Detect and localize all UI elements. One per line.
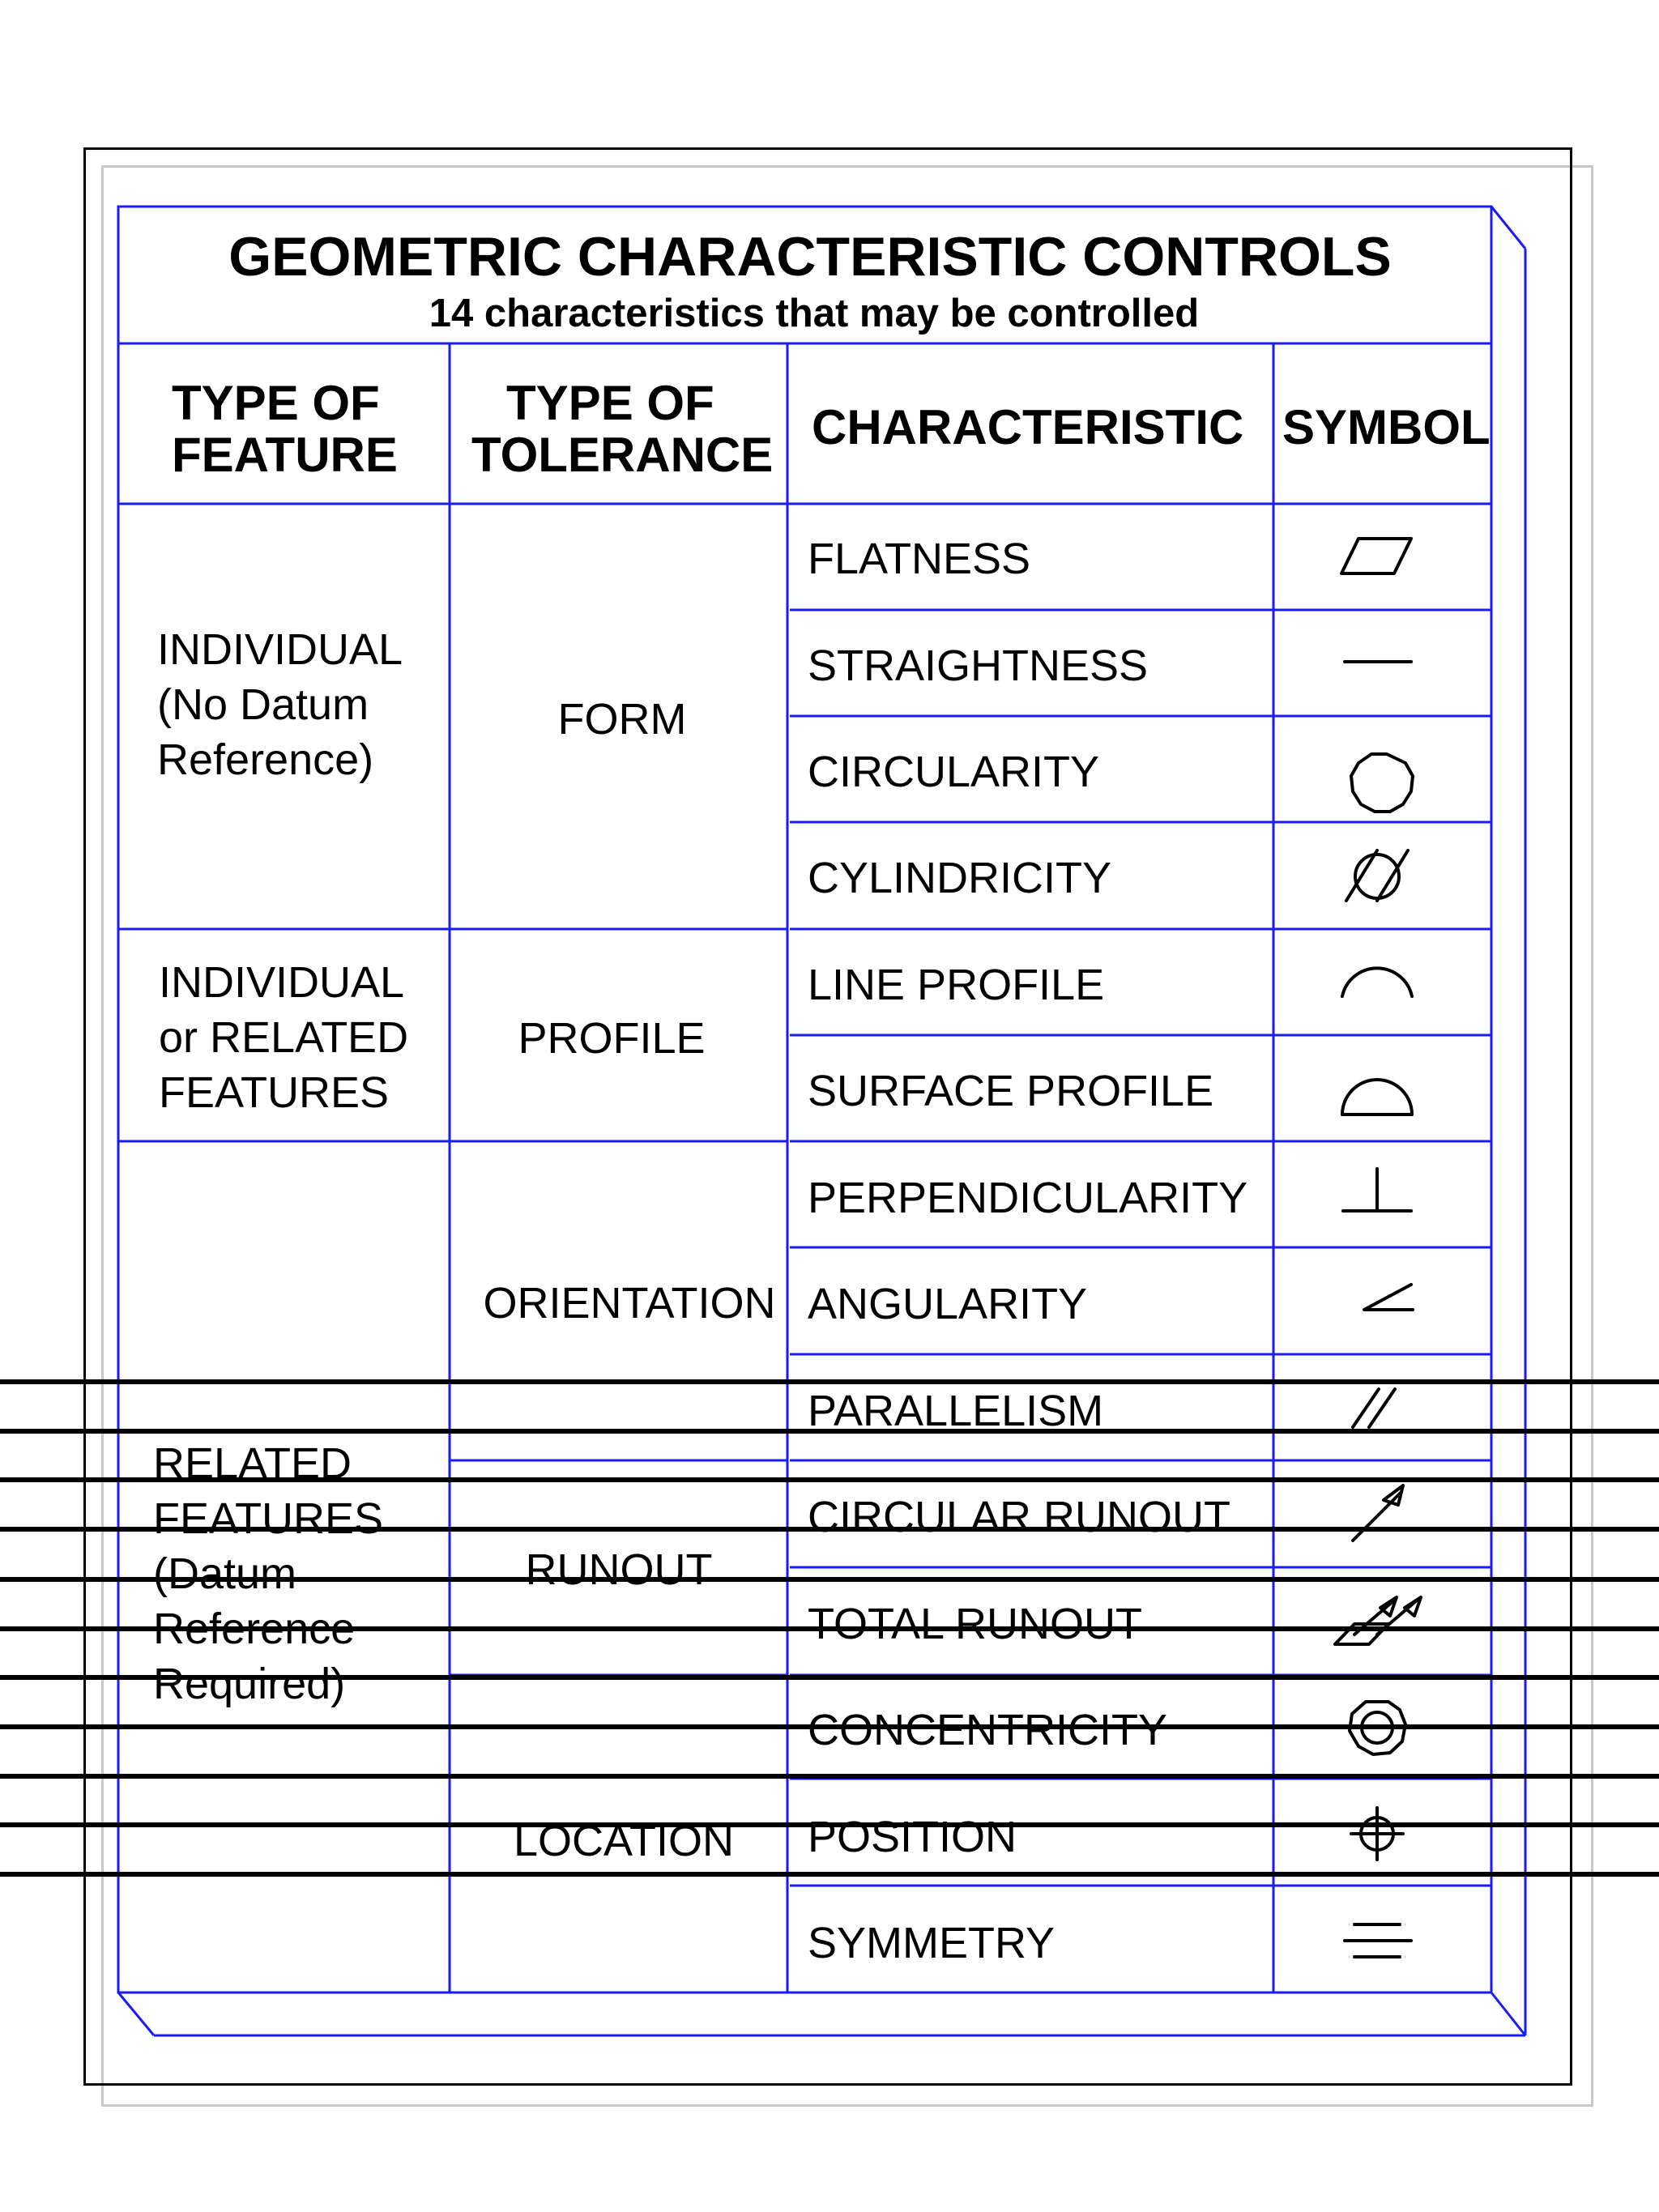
characteristic-straightness: STRAIGHTNESS	[808, 641, 1149, 690]
characteristic-flatness: FLATNESS	[808, 535, 1031, 583]
symmetry-icon	[1345, 1924, 1411, 1957]
characteristic-line-profile: LINE PROFILE	[808, 961, 1105, 1009]
header-symbol: SYMBOL	[1282, 400, 1491, 454]
characteristic-concentricity: CONCENTRICITY	[808, 1706, 1167, 1754]
tolerance-location: LOCATION	[513, 1817, 735, 1865]
angularity-icon	[1364, 1285, 1413, 1310]
feature-related-line1: RELATED	[153, 1439, 352, 1488]
header-feature-line2: FEATURE	[172, 428, 398, 482]
circularity-icon	[1351, 754, 1413, 812]
perpendicularity-icon	[1343, 1169, 1411, 1211]
parallelism-icon	[1353, 1389, 1395, 1427]
cylindricity-icon	[1346, 850, 1408, 901]
characteristic-parallelism: PARALLELISM	[808, 1387, 1104, 1435]
feature-related-line3: (Datum	[153, 1549, 297, 1598]
characteristic-angularity: ANGULARITY	[808, 1280, 1088, 1328]
characteristic-perpendicularity: PERPENDICULARITY	[808, 1174, 1248, 1222]
surface-profile-icon	[1342, 1080, 1412, 1115]
total-runout-icon	[1335, 1597, 1421, 1644]
feature-related-line4: Reference	[153, 1605, 356, 1653]
characteristic-total-runout: TOTAL RUNOUT	[808, 1600, 1143, 1648]
characteristic-circular-runout: CIRCULAR RUNOUT	[808, 1493, 1231, 1541]
header-tolerance-line1: TYPE OF	[506, 376, 714, 430]
characteristic-symmetry: SYMMETRY	[808, 1919, 1056, 1967]
tolerance-form: FORM	[557, 695, 687, 744]
characteristic-circularity: CIRCULARITY	[808, 748, 1100, 796]
feature-individual-line2: (No Datum	[157, 680, 369, 729]
tolerance-runout: RUNOUT	[525, 1545, 713, 1594]
circular-runout-icon	[1353, 1485, 1403, 1541]
tolerance-profile: PROFILE	[518, 1014, 706, 1063]
header-characteristic: CHARACTERISTIC	[812, 400, 1244, 454]
feature-individual-or-related-line1: INDIVIDUAL	[159, 958, 405, 1007]
characteristic-surface-profile: SURFACE PROFILE	[808, 1067, 1214, 1115]
header-feature-line1: TYPE OF	[172, 376, 380, 430]
feature-individual-line1: INDIVIDUAL	[157, 625, 403, 674]
position-icon	[1351, 1808, 1403, 1860]
characteristic-position: POSITION	[808, 1813, 1017, 1861]
characteristic-cylindricity: CYLINDRICITY	[808, 854, 1112, 902]
line-profile-icon	[1342, 968, 1412, 996]
feature-individual-or-related-line3: FEATURES	[159, 1068, 390, 1117]
tolerance-orientation: ORIENTATION	[483, 1279, 776, 1328]
chart-title: GEOMETRIC CHARACTERISTIC CONTROLS	[228, 226, 1392, 288]
header-tolerance-line2: TOLERANCE	[471, 428, 774, 482]
feature-individual-line3: Reference)	[157, 735, 374, 784]
flatness-icon	[1341, 539, 1411, 573]
feature-individual-or-related-line2: or RELATED	[159, 1013, 409, 1062]
chart-subtitle: 14 characteristics that may be controlled	[429, 292, 1200, 335]
feature-related-line2: FEATURES	[153, 1494, 384, 1543]
feature-related-line5: Required)	[153, 1660, 346, 1708]
